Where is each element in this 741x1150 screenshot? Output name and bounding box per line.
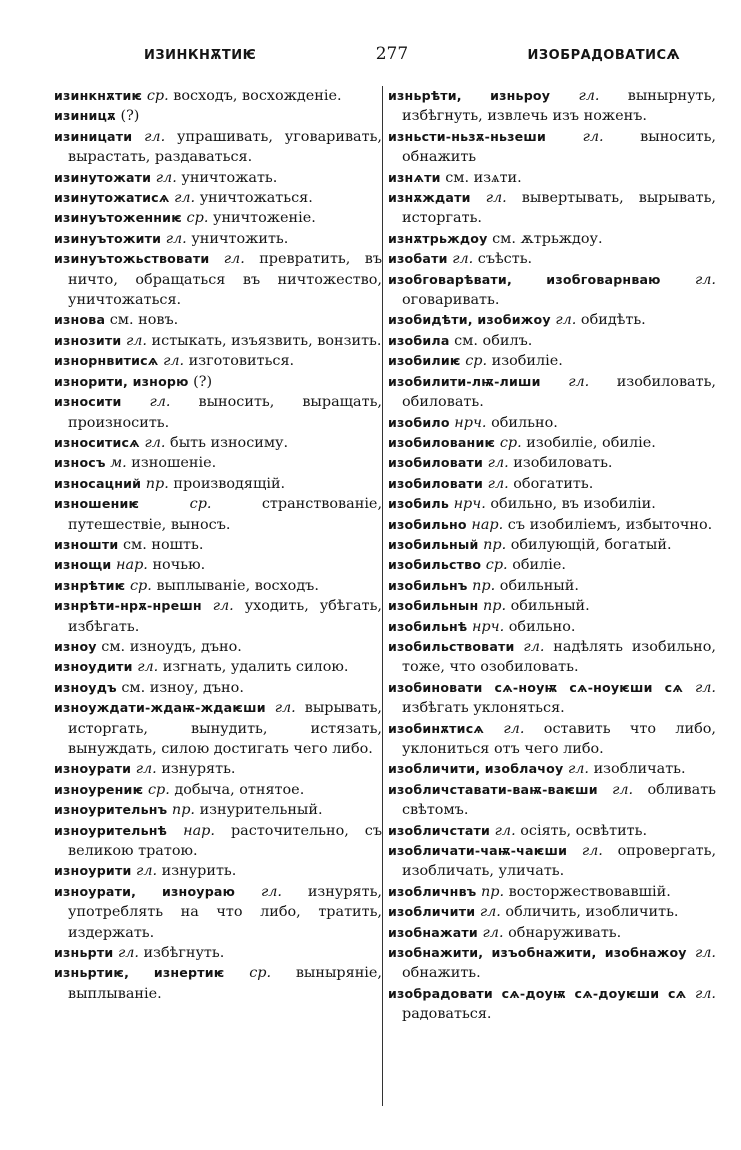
entry-headword: изношениѥ (54, 496, 140, 512)
entry-headword: изньсти-ньзѫ-ньзеши (388, 128, 547, 144)
entry-grammar: ср. (189, 496, 212, 513)
entry-definition: выносить, выращать, произносить. (68, 394, 382, 431)
entry-definition: обиліе. (512, 557, 566, 574)
entry-grammar: пр. (481, 883, 505, 900)
dictionary-entry (54, 943, 382, 963)
dictionary-entry (388, 188, 716, 229)
entry-definition: восходъ, восхожденіе. (173, 88, 342, 104)
entry-headword: изобнажати (388, 924, 478, 940)
entry-grammar: гл. (578, 88, 600, 104)
entry-grammar: ср. (465, 353, 488, 370)
dictionary-entry (388, 943, 716, 984)
entry-headword: изноу (54, 638, 97, 654)
entry-definition: избѣгнуть. (143, 945, 225, 962)
entry-definition: упрашивать, уговаривать, вырастать, раздаваться. (68, 128, 383, 166)
dictionary-entry (54, 310, 382, 330)
dictionary-entry (54, 759, 382, 779)
entry-definition: обогатить. (513, 475, 594, 492)
entry-grammar: гл. (694, 945, 716, 962)
entry-headword: изобильный (388, 536, 479, 552)
entry-grammar: гл. (568, 761, 590, 778)
dictionary-entry (388, 515, 716, 535)
entry-definition: вырывать, исторгать, вынудить, истязать, вынуждать, силою достигать чего либо. (68, 700, 383, 757)
entry-definition: обнажить. (402, 965, 481, 982)
dictionary-entry (388, 229, 716, 249)
entry-definition: см. ношть. (122, 536, 204, 553)
entry-grammar: нрч. (471, 618, 505, 635)
dictionary-entry (54, 392, 382, 433)
dictionary-entry (54, 657, 382, 677)
dictionary-entry (388, 474, 716, 494)
dictionary-entry (388, 719, 716, 760)
dictionary-entry (54, 963, 382, 1004)
dictionary-entry (54, 351, 382, 371)
entry-headword: изинутожатисѧ (54, 190, 170, 206)
entry-definition: истыкать, изъязвить, вонзить. (151, 332, 382, 349)
dictionary-entry (54, 331, 382, 351)
entry-headword: износъ (54, 455, 106, 471)
entry-grammar: гл. (163, 353, 185, 370)
entry-grammar: гл. (555, 312, 577, 329)
entry-grammar: гл. (117, 945, 139, 962)
dictionary-entry (388, 882, 716, 902)
entry-definition: (?) (120, 108, 140, 125)
entry-grammar: гл. (694, 271, 716, 288)
page-number: 277 (375, 44, 409, 64)
entry-headword: изноурительнѣ (54, 822, 168, 838)
dictionary-entry (388, 270, 716, 311)
dictionary-entry (54, 474, 382, 494)
entry-definition: опровергать, изобличать, уличать. (402, 843, 717, 880)
entry-grammar: нрч. (454, 414, 487, 431)
entry-grammar: гл. (149, 394, 171, 411)
dictionary-entry (388, 759, 716, 779)
dictionary-entry (388, 617, 716, 637)
entry-definition: см. изноудъ, дъно. (101, 638, 242, 655)
entry-grammar: ср. (249, 965, 272, 982)
entry-headword: изноурити (54, 863, 132, 879)
entry-definition: добыча, отнятое. (174, 781, 305, 798)
entry-headword: изобильно (388, 516, 467, 532)
entry-headword: изобати (388, 251, 448, 267)
entry-headword: изобличстати (388, 822, 491, 838)
entry-definition: уходить, убѣгать, избѣгать. (68, 598, 382, 635)
dictionary-entry (388, 535, 716, 555)
entry-headword: изнрѣтиѥ (54, 577, 126, 593)
entry-definition: изношеніе. (131, 455, 217, 472)
dictionary-entry (54, 800, 382, 820)
entry-headword: изноудити (54, 659, 133, 675)
dictionary-entry (54, 698, 382, 759)
dictionary-entry (54, 780, 382, 800)
entry-definition: превратить, въ ничто, обращаться въ ничтожество, уничтожаться. (68, 251, 382, 309)
entry-definition: изнурять. (161, 761, 236, 778)
right-column (388, 86, 716, 1025)
dictionary-entry (54, 433, 382, 453)
entry-headword: изобличати-чаѭ-чаѥши (388, 843, 568, 859)
entry-grammar: гл. (125, 332, 147, 349)
entry-headword: изобличити (388, 904, 476, 920)
entry-headword: изобила (388, 332, 450, 348)
dictionary-entry (388, 331, 716, 351)
entry-grammar: гл. (485, 190, 507, 207)
entry-headword: изобиль (388, 496, 449, 512)
entry-definition: избѣгать уклоняться. (402, 700, 565, 717)
entry-grammar: ср. (186, 210, 209, 227)
entry-grammar: гл. (487, 455, 509, 472)
entry-grammar: гл. (174, 190, 196, 207)
entry-headword: изнѧти (388, 169, 441, 185)
entry-grammar: гл. (144, 434, 166, 451)
entry-grammar: гл. (482, 924, 504, 941)
entry-headword: изноурати (54, 761, 132, 777)
dictionary-entry (388, 780, 716, 821)
dictionary-entry (388, 86, 716, 127)
dictionary-entry (54, 127, 382, 168)
entry-definition: восторжествовавшій. (508, 883, 671, 900)
entry-definition: обилующій, богатый. (510, 536, 672, 553)
entry-headword: изобильнѣ (388, 618, 468, 634)
entry-headword: изнорнвитисѧ (54, 353, 159, 369)
left-column (54, 86, 382, 1004)
entry-definition: выныряніе, выплываніе. (68, 965, 382, 1002)
entry-grammar: гл. (212, 598, 234, 615)
entry-headword: изинуътожити (54, 230, 162, 246)
entry-definition: съ изобиліемъ, избыточно. (507, 516, 713, 533)
entry-grammar: ср. (485, 557, 508, 574)
entry-grammar: гл. (144, 128, 166, 145)
entry-grammar: пр. (482, 598, 507, 615)
entry-headword: изнѫждати (388, 190, 471, 206)
dictionary-entry (54, 576, 382, 596)
entry-headword: изобильство (388, 557, 482, 573)
dictionary-entry (388, 637, 716, 678)
entry-headword: изинуътожьствовати (54, 251, 210, 267)
entry-grammar: нар. (471, 516, 504, 533)
entry-definition: см. обилъ. (454, 332, 533, 349)
right-running-headword: ИЗОБРАДОВАТИСѦ (527, 48, 680, 63)
column-divider (382, 86, 383, 1106)
entry-definition: производящій. (173, 475, 286, 492)
entry-definition: изнурительный. (199, 802, 323, 819)
entry-grammar: гл. (694, 679, 716, 696)
entry-grammar: нрч. (453, 496, 486, 513)
entry-definition: уничтожать. (181, 169, 278, 186)
entry-headword: изобилиѥ (388, 353, 461, 369)
dictionary-entry (388, 249, 716, 269)
entry-headword: изньрѣти, изньроу (388, 88, 551, 103)
entry-headword: изиницати (54, 128, 133, 144)
entry-definition: обнаруживать. (508, 924, 622, 941)
entry-headword: изнощи (54, 557, 112, 573)
entry-grammar: гл. (503, 720, 525, 737)
entry-definition: см. новъ. (109, 312, 179, 329)
dictionary-entry (54, 555, 382, 575)
entry-headword: изноудъ (54, 679, 117, 695)
entry-grammar: ср. (146, 88, 169, 104)
dictionary-entry (388, 310, 716, 330)
entry-definition: выплываніе, восходъ. (156, 577, 319, 594)
entry-grammar: гл. (155, 169, 177, 186)
entry-grammar: гл. (260, 883, 282, 900)
dictionary-entry (388, 596, 716, 616)
entry-headword: изньртиѥ, изнертиѥ (54, 965, 225, 981)
dictionary-entry (388, 127, 716, 168)
entry-grammar: гл. (487, 475, 509, 492)
entry-grammar: гл. (165, 230, 187, 247)
entry-headword: изинутожати (54, 169, 152, 185)
entry-definition: изобличать. (593, 761, 686, 778)
dictionary-entry (54, 208, 382, 228)
entry-grammar: гл. (494, 822, 516, 839)
dictionary-entry (388, 576, 716, 596)
entry-definition: уничтожаться. (199, 190, 313, 207)
dictionary-entry (54, 229, 382, 249)
entry-grammar: гл. (568, 373, 590, 390)
entry-definition: быть износиму. (170, 434, 289, 451)
entry-definition: вывертывать, вырывать, исторгать. (402, 190, 716, 227)
entry-definition: оговаривать. (402, 292, 500, 309)
entry-definition: выносить, обнажить (402, 128, 716, 166)
dictionary-entry (54, 882, 382, 943)
entry-headword: изобличставати-ваѭ-ваѥши (388, 781, 598, 797)
entry-definition: уничтоженіе. (212, 210, 316, 227)
entry-headword: изобличити, изоблачоу (388, 761, 564, 777)
entry-headword: изиницѫ (54, 108, 116, 124)
entry-definition: (?) (193, 373, 213, 390)
entry-definition: изобиліе. (491, 353, 563, 370)
dictionary-entry (54, 188, 382, 208)
entry-grammar: гл. (612, 781, 634, 798)
entry-definition: надѣлять изобильно, тоже, что озобиловать. (402, 638, 717, 676)
dictionary-entry (54, 168, 382, 188)
entry-definition: осіять, освѣтить. (520, 822, 648, 839)
entry-grammar: гл. (274, 700, 296, 717)
entry-headword: изобиновати сѧ-ноуѭ сѧ-ноуѥши сѧ (388, 679, 683, 695)
entry-definition: см. ѫтрьждоу. (492, 230, 603, 247)
entry-headword: изобильнъ (388, 577, 468, 593)
dictionary-entry (388, 902, 716, 922)
left-running-headword: ИЗИНКНѪТИѤ (144, 48, 257, 63)
dictionary-entry (54, 596, 382, 637)
entry-grammar: гл. (695, 985, 717, 1002)
entry-definition: съѣсть. (477, 251, 533, 268)
entry-grammar: пр. (483, 536, 507, 553)
dictionary-entry (54, 453, 382, 473)
entry-grammar: ср. (130, 577, 152, 594)
dictionary-entry (388, 372, 716, 413)
entry-headword: износити (54, 394, 122, 410)
entry-definition: обильно. (508, 618, 576, 635)
dictionary-entry (388, 351, 716, 371)
dictionary-entry (388, 678, 716, 719)
entry-headword: изинкнѫтиѥ (54, 88, 143, 103)
dictionary-entry (54, 678, 382, 698)
entry-grammar: гл. (137, 659, 159, 676)
entry-headword: изобильствовати (388, 638, 515, 654)
entry-grammar: гл. (479, 904, 501, 921)
entry-grammar: пр. (472, 577, 496, 594)
dictionary-entry (388, 168, 716, 188)
dictionary-entry (54, 637, 382, 657)
entry-definition: изнурить. (161, 863, 237, 880)
entry-headword: изноуждати-ждаѭ-ждаѥши (54, 700, 266, 716)
entry-grammar: гл. (223, 251, 245, 268)
entry-headword: изноурительнъ (54, 802, 168, 818)
entry-definition: изнурять, употреблять на что либо, тратить, издержать. (68, 883, 382, 941)
dictionary-entry (388, 821, 716, 841)
entry-headword: изнова (54, 312, 106, 328)
entry-definition: вынырнуть, избѣгнуть, извлечь изъ ноженъ. (402, 88, 716, 125)
entry-definition: оставить что либо, уклониться отъ чего либо. (402, 720, 717, 757)
entry-definition: изготовиться. (188, 353, 295, 370)
entry-definition: обильно. (491, 414, 558, 431)
entry-headword: изобилити-лѭ-лиши (388, 373, 541, 389)
entry-grammar: ср. (499, 434, 522, 451)
dictionary-entry (54, 535, 382, 555)
entry-definition: обильный. (510, 598, 590, 615)
entry-definition: изобиліе, обиліе. (526, 434, 656, 451)
dictionary-entry (54, 106, 382, 126)
dictionary-entry (388, 984, 716, 1025)
entry-definition: ночью. (152, 557, 206, 574)
entry-headword: изобильнын (388, 598, 479, 614)
entry-definition: радоваться. (402, 1006, 492, 1023)
entry-grammar: гл. (581, 843, 603, 860)
entry-headword: изобиловати (388, 455, 484, 471)
entry-definition: обильно, въ изобиліи. (490, 496, 656, 513)
entry-definition: уничтожить. (191, 230, 289, 247)
entry-headword: изнрѣти-нрѫ-нрешн (54, 598, 202, 614)
dictionary-entry (388, 433, 716, 453)
entry-headword: изньрти (54, 945, 114, 961)
entry-headword: изнорити, изнорю (54, 373, 189, 389)
entry-headword: изобило (388, 414, 450, 430)
dictionary-entry (54, 821, 382, 862)
entry-headword: износитисѧ (54, 434, 140, 450)
entry-grammar: гл. (582, 128, 604, 145)
entry-definition: обильный. (499, 577, 579, 594)
entry-headword: изобрадовати сѧ-доуѭ сѧ-доуѥши сѧ (388, 985, 687, 1001)
entry-definition: обидѣть. (580, 312, 646, 329)
dictionary-entry (388, 494, 716, 514)
dictionary-entry (54, 372, 382, 392)
entry-grammar: пр. (171, 802, 195, 819)
entry-grammar: пр. (145, 475, 169, 492)
entry-headword: изнозити (54, 332, 122, 348)
dictionary-entry (388, 453, 716, 473)
dictionary-entry (388, 841, 716, 882)
entry-grammar: нар. (183, 822, 215, 839)
dictionary-entry (388, 923, 716, 943)
dictionary-entry (388, 555, 716, 575)
entry-definition: обливать свѣтомъ. (402, 781, 716, 819)
entry-definition: странствованіе, путешествіе, выносъ. (68, 496, 383, 533)
dictionary-entry (54, 86, 382, 106)
entry-headword: изобидѣти, изобижоу (388, 312, 551, 328)
entry-headword: изноурениѥ (54, 781, 144, 797)
entry-headword: износацний (54, 475, 142, 491)
running-header (52, 44, 708, 72)
dictionary-entry (54, 494, 382, 535)
entry-headword: изношти (54, 536, 119, 552)
entry-grammar: ср. (147, 781, 170, 798)
entry-definition: расточительно, съ великою тратою. (68, 822, 383, 860)
entry-headword: изобнажити, изъобнажити, изобнажоу (388, 945, 687, 961)
entry-headword: изобиловати (388, 475, 484, 491)
dictionary-entry (54, 861, 382, 881)
entry-grammar: гл. (523, 638, 545, 655)
entry-grammar: гл. (136, 863, 158, 880)
entry-headword: изнѫтрьждоу (388, 230, 488, 246)
entry-definition: обличить, изобличить. (505, 904, 679, 921)
dictionary-entry (388, 413, 716, 433)
entry-definition: см. изѧти. (445, 169, 522, 186)
entry-definition: см. изноу, дъно. (121, 679, 244, 696)
entry-definition: изгнать, удалить силою. (162, 659, 349, 676)
entry-headword: изобилованиѥ (388, 434, 496, 450)
entry-headword: изобговарѣвати, изобговарнваю (388, 271, 661, 287)
entry-definition: изобиловать. (513, 455, 613, 472)
entry-headword: изинуътоженниѥ (54, 210, 182, 226)
entry-definition: изобиловать, обиловать. (402, 373, 716, 411)
entry-grammar: гл. (452, 251, 474, 268)
entry-grammar: гл. (135, 761, 157, 778)
entry-headword: изобличнвъ (388, 883, 477, 899)
dictionary-entry (54, 249, 382, 310)
entry-grammar: нар. (116, 557, 148, 574)
entry-grammar: м. (110, 455, 127, 472)
entry-headword: изобинѫтисѧ (388, 720, 485, 736)
entry-headword: изноурати, изноураю (54, 883, 236, 899)
